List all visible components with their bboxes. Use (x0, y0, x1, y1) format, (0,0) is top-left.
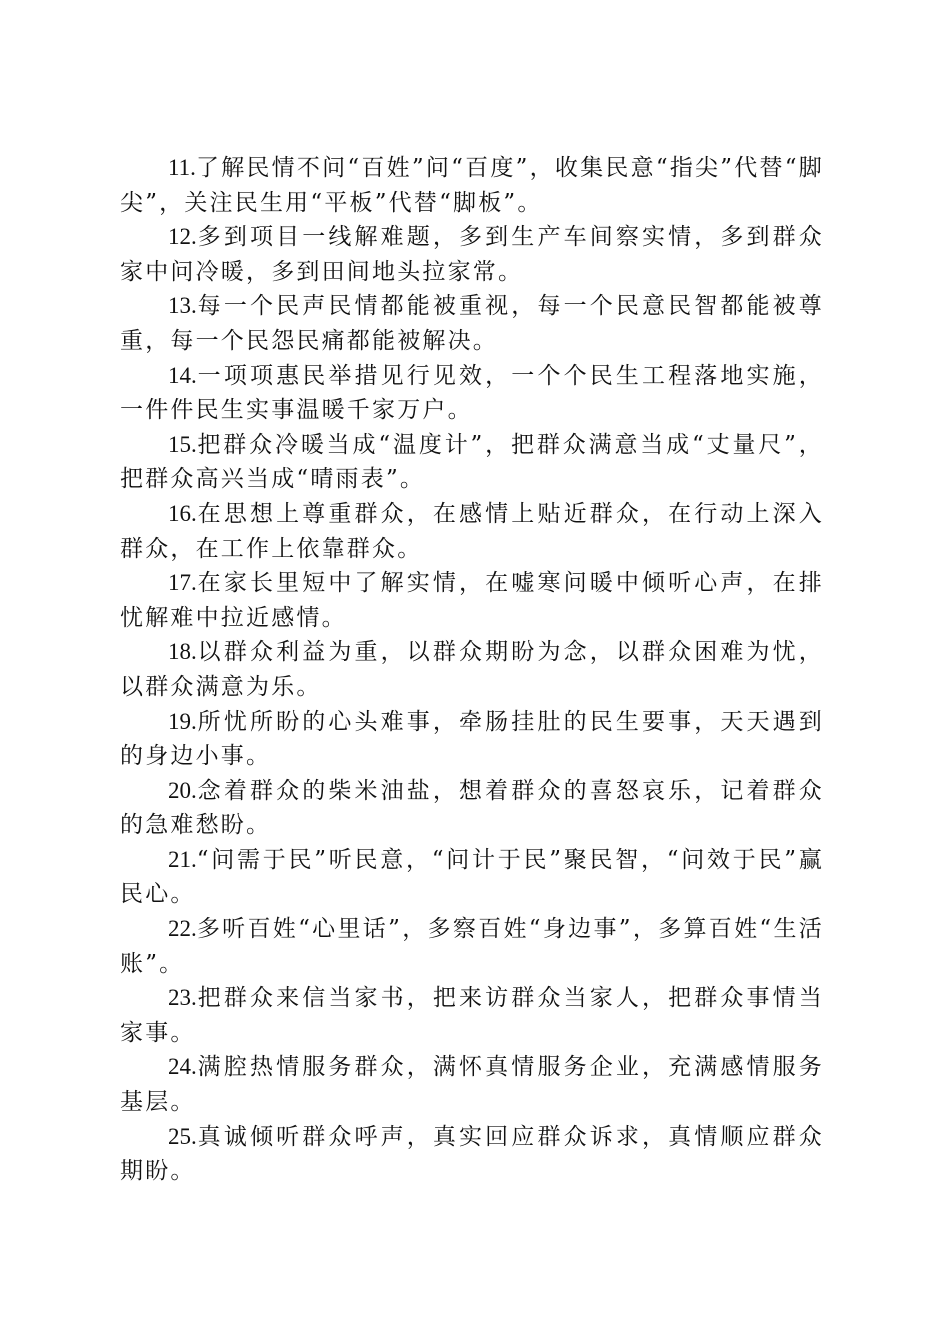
list-item (120, 981, 824, 1050)
item-text: 多听百姓“心里话”，多察百姓“身边事”，多算百姓“生活账”。 (120, 916, 824, 977)
item-text: 真诚倾听群众呼声，真实回应群众诉求，真情顺应群众期盼。 (120, 1123, 824, 1185)
item-text: 以群众利益为重，以群众期盼为念，以群众困难为忧，以群众满意为乐。 (120, 639, 824, 700)
item-text: 满腔热情服务群众，满怀真情服务企业，充满感情服务基层。 (120, 1054, 824, 1116)
item-text: 在思想上尊重群众，在感情上贴近群众，在行动上深入群众，在工作上依靠群众。 (120, 500, 824, 562)
item-text: 每一个民声民情都能被重视，每一个民意民智都能被尊重，每一个民怨民痛都能被解决。 (120, 293, 824, 354)
list-item (120, 359, 824, 428)
item-text: “问需于民”听民意，“问计于民”聚民智，“问效于民”赢民心。 (120, 846, 824, 908)
list-item (120, 912, 824, 981)
item-number: 24. (168, 1054, 197, 1080)
item-text: 把群众来信当家书，把来访群众当家人，把群众事情当家事。 (120, 985, 824, 1046)
list-item (120, 635, 824, 704)
item-text: 念着群众的柴米油盐，想着群众的喜怒哀乐，记着群众的急难愁盼。 (120, 777, 824, 839)
document-body (120, 151, 824, 1189)
list-item (120, 428, 824, 497)
item-text: 多到项目一线解难题，多到生产车间察实情，多到群众家中问冷暖，多到田间地头拉家常。 (120, 224, 824, 285)
item-number: 25. (168, 1123, 197, 1149)
item-number: 14. (168, 362, 197, 388)
item-number: 16. (168, 500, 197, 526)
item-text: 了解民情不问“百姓”问“百度”，收集民意“指尖”代替“脚尖”，关注民生用“平板”代替“脚板”。 (120, 155, 824, 216)
item-text: 在家长里短中了解实情，在嘘寒问暖中倾听心声，在排忧解难中拉近感情。 (120, 570, 824, 631)
list-item (120, 1050, 824, 1119)
item-text: 一项项惠民举措见行见效，一个个民生工程落地实施，一件件民生实事温暖千家万户。 (120, 362, 824, 424)
item-number: 17. (168, 570, 197, 596)
list-item (120, 497, 824, 566)
item-number: 22. (168, 916, 197, 942)
item-number: 18. (168, 639, 197, 665)
list-item (120, 843, 824, 912)
item-text: 把群众冷暖当成“温度计”，把群众满意当成“丈量尺”，把群众高兴当成“晴雨表”。 (120, 431, 824, 493)
item-number: 23. (168, 985, 197, 1011)
item-number: 21. (168, 846, 197, 872)
item-text: 所忧所盼的心头难事，牵肠挂肚的民生要事，天天遇到的身边小事。 (120, 708, 824, 770)
list-item (120, 1120, 824, 1189)
item-number: 20. (168, 777, 197, 803)
item-number: 12. (168, 224, 197, 250)
list-item (120, 220, 824, 289)
item-number: 19. (168, 708, 197, 734)
list-item (120, 151, 824, 220)
list-item (120, 774, 824, 843)
list-item (120, 705, 824, 774)
list-item (120, 289, 824, 358)
item-number: 15. (168, 431, 197, 457)
item-number: 13. (168, 293, 197, 319)
item-number: 11. (168, 155, 196, 180)
list-item (120, 566, 824, 635)
